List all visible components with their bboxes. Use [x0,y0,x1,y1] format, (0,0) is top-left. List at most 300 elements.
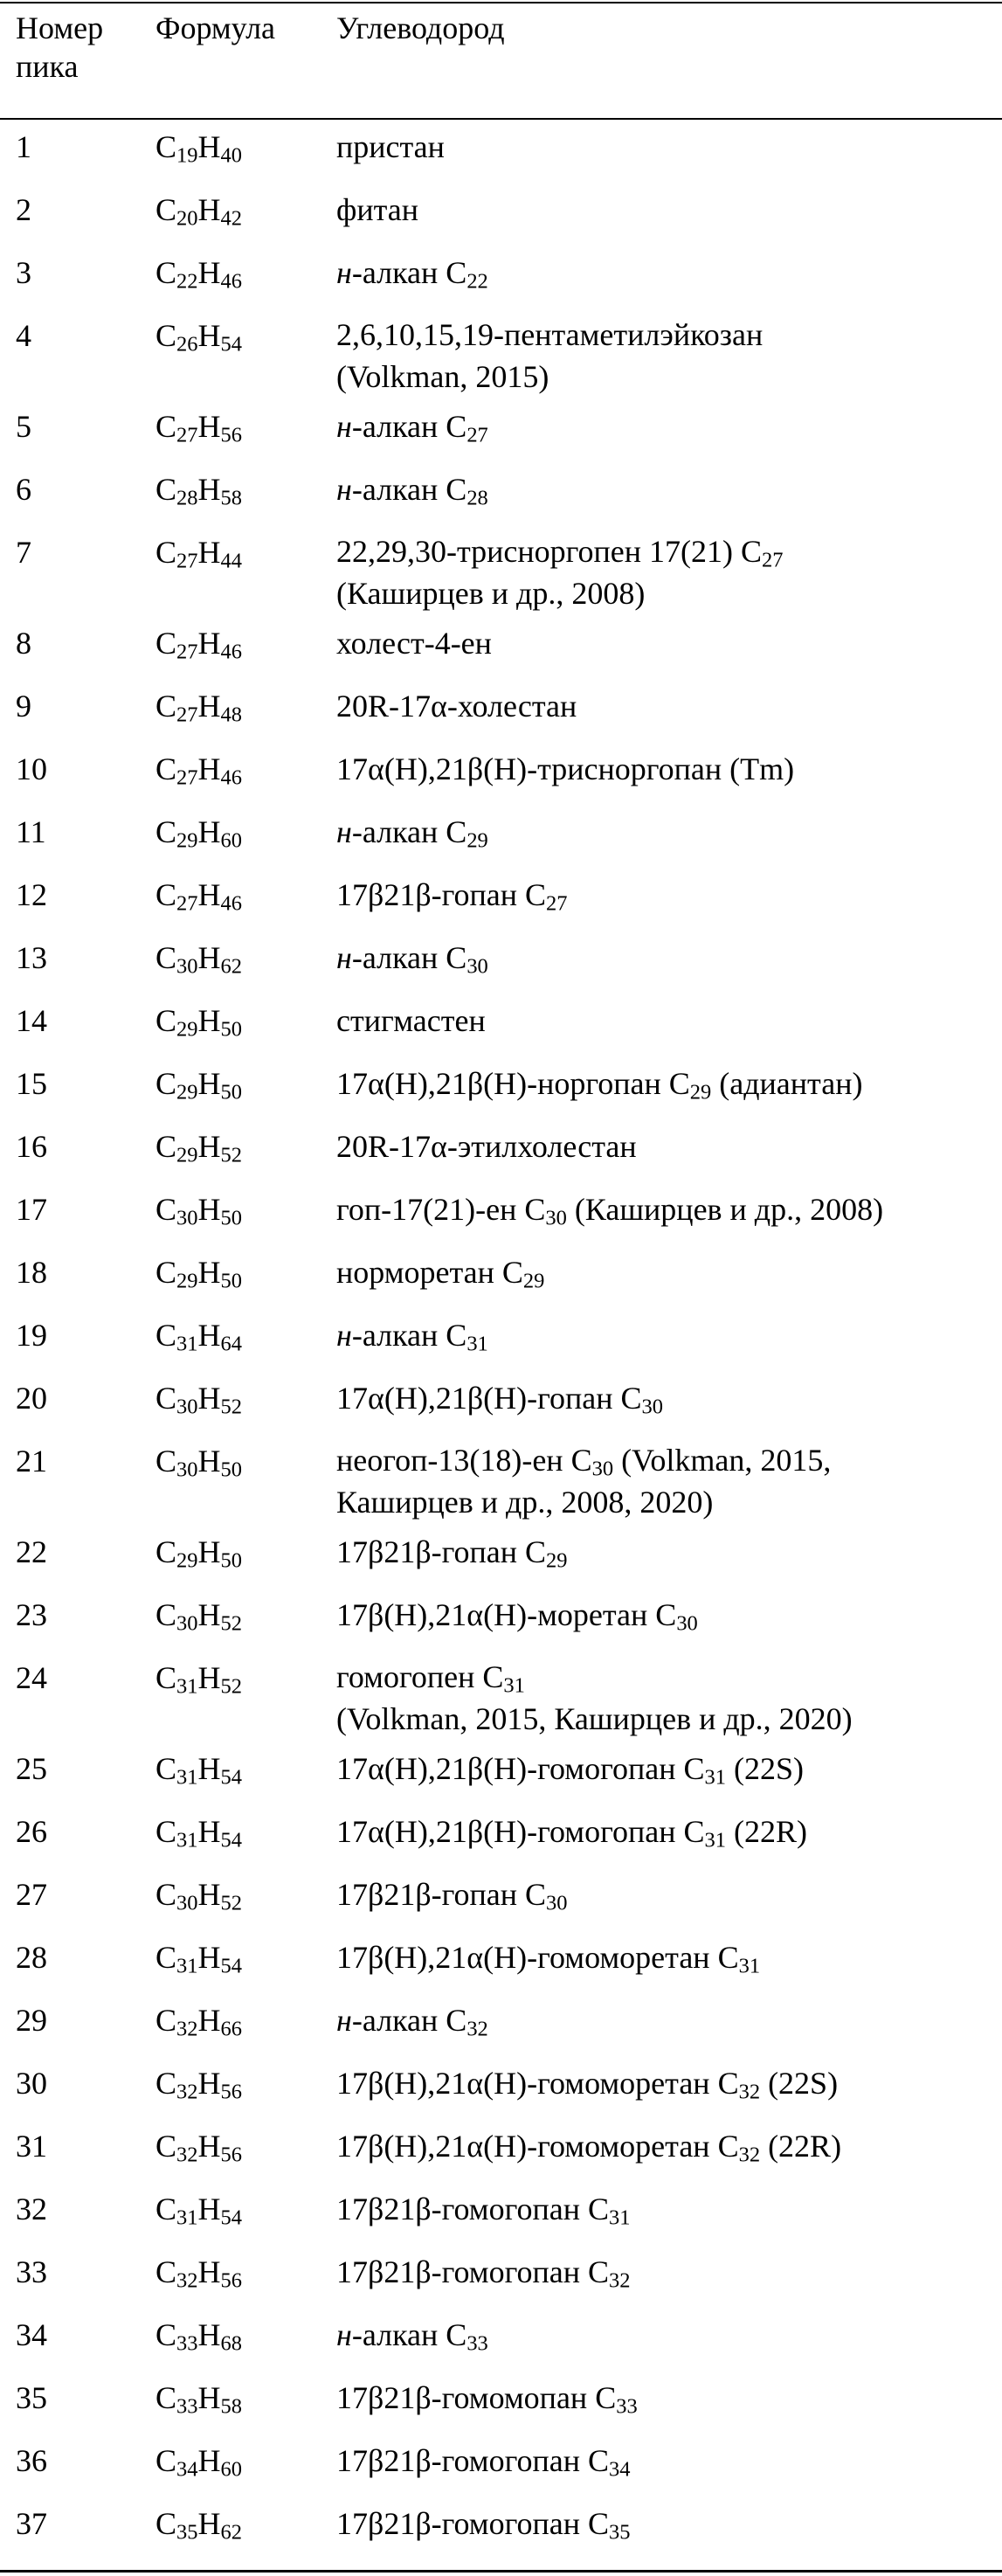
element-count: 54 [220,1765,242,1790]
element-count: 46 [220,765,242,790]
element-symbol: C [155,2192,177,2226]
element-count: 27 [176,423,198,447]
name-text: 17β21β-гопан C [336,1877,547,1912]
formula-cell [155,1250,242,1294]
element-symbol: H [197,2192,221,2226]
formula-cell [155,251,242,294]
name-text: (22R) [760,2129,842,2164]
element-symbol: H [197,1255,221,1290]
formula-cell [155,125,242,169]
carbon-count: 29 [522,1269,545,1293]
element-count: 33 [176,2394,198,2419]
element-symbol: H [197,1066,221,1101]
element-count: 31 [176,1828,198,1852]
element-count: 28 [176,486,198,510]
carbon-count: 35 [608,2520,631,2545]
element-symbol: H [197,2380,221,2415]
element-count: 62 [220,954,242,979]
formula-cell [155,1656,242,1700]
name-text: Каширцев и др., 2008, 2020) [336,1485,714,1520]
element-symbol: C [155,2317,177,2352]
element-symbol: C [155,751,177,786]
hydrocarbon-name-cell [336,125,987,169]
peak-number-cell: 22 [16,1534,47,1569]
normal-prefix: н [336,2317,352,2352]
carbon-count: 31 [503,1673,525,1698]
element-count: 27 [176,891,198,916]
element-count: 30 [176,1206,198,1230]
formula-cell [155,1935,242,1979]
formula-cell [155,1747,242,1790]
element-symbol: H [197,1129,221,1164]
element-symbol: H [197,409,221,444]
carbon-count: 29 [546,1548,568,1573]
element-count: 54 [220,332,242,357]
element-symbol: C [155,129,177,164]
element-symbol: C [155,814,177,849]
element-symbol: H [197,1751,221,1786]
carbon-count: 27 [546,891,568,916]
element-symbol: C [155,2129,177,2164]
name-text: 17β(H),21α(H)-гомоморетан C [336,1940,739,1975]
hydrocarbon-name-cell [336,1810,987,1853]
element-symbol: H [197,1381,221,1416]
normal-prefix: н [336,255,352,290]
hydrocarbon-name-cell [336,1439,987,1523]
peak-number-cell: 27 [16,1877,47,1912]
peak-number-cell: 25 [16,1751,47,1786]
name-text: гоп-17(21)-ен C [336,1192,546,1227]
name-text: 17α(H),21β(H)-норгопан C [336,1066,690,1101]
element-symbol: C [155,1129,177,1164]
element-count: 56 [220,423,242,447]
carbon-count: 31 [608,2206,631,2230]
element-symbol: H [197,2003,221,2038]
element-count: 27 [176,640,198,664]
name-text: (22S) [760,2066,839,2101]
formula-cell [155,188,242,232]
hydrocarbon-name-cell [336,1593,987,1637]
element-count: 66 [220,2017,242,2041]
carbon-count: 22 [466,269,488,294]
name-text: фитан [336,192,419,227]
header-peak-number: Номер пика [16,10,104,84]
element-symbol: H [197,1318,221,1353]
name-text: 17α(H),21β(H)-гомогопан C [336,1814,705,1849]
carbon-count: 34 [608,2457,631,2482]
name-text: -алкан C [351,940,467,975]
element-count: 29 [176,1017,198,1042]
peak-number-cell: 18 [16,1255,47,1290]
formula-cell [155,2187,242,2231]
element-count: 64 [220,1332,242,1356]
name-text: гомогопен C [336,1659,504,1694]
element-count: 60 [220,828,242,853]
peak-number-cell: 14 [16,1003,47,1038]
peak-number-cell: 36 [16,2443,47,2478]
element-symbol: C [155,1814,177,1849]
element-count: 58 [220,486,242,510]
hydrocarbon-name-cell [336,999,987,1042]
element-count: 20 [176,206,198,231]
peak-number-cell: 37 [16,2506,47,2541]
element-symbol: C [155,2380,177,2415]
carbon-count: 31 [704,1765,726,1790]
element-symbol: H [197,2506,221,2541]
formula-cell [155,1530,242,1574]
name-text: 17α(H),21β(H)-гопан C [336,1381,642,1416]
peak-number-cell: 19 [16,1318,47,1353]
hydrocarbon-name-cell [336,810,987,854]
name-text: 17β21β-гопан C [336,1534,547,1569]
formula-cell [155,405,242,448]
element-symbol: H [197,1003,221,1038]
element-count: 30 [176,954,198,979]
carbon-count: 27 [466,423,488,447]
formula-cell [155,1125,242,1168]
normal-prefix: н [336,940,352,975]
element-count: 50 [220,1206,242,1230]
formula-cell [155,2061,242,2105]
element-count: 44 [220,549,242,573]
formula-cell [155,1062,242,1105]
element-symbol: H [197,1877,221,1912]
element-symbol: H [197,2317,221,2352]
hydrocarbon-name-cell [336,2439,987,2483]
carbon-count: 30 [545,1206,567,1230]
formula-cell [155,999,242,1042]
hydrocarbon-name-cell [336,2313,987,2357]
normal-prefix: н [336,409,352,444]
carbon-count: 30 [676,1611,698,1636]
element-count: 62 [220,2520,242,2545]
carbon-count: 32 [608,2268,631,2293]
element-count: 50 [220,1017,242,1042]
name-text: 20R-17α-этилхолестан [336,1129,637,1164]
name-text: 17β21β-гомомопан C [336,2380,617,2415]
element-symbol: C [155,1940,177,1975]
peak-number-cell: 5 [16,409,31,444]
element-symbol: H [197,2066,221,2101]
hydrocarbon-name-cell [336,251,987,294]
peak-number-cell: 20 [16,1381,47,1416]
element-symbol: C [155,1381,177,1416]
carbon-count: 29 [689,1080,712,1104]
name-text: 17α(H),21β(H)-трисноргопан (Tm) [336,751,795,786]
peak-number-cell: 11 [16,814,46,849]
name-text: 17β21β-гомогопан C [336,2506,609,2541]
peak-number-cell: 30 [16,2066,47,2101]
hydrocarbon-name-cell [336,530,987,614]
formula-cell [155,2124,242,2168]
name-text: 17β21β-гомогопан C [336,2254,609,2289]
formula-cell [155,467,242,511]
element-symbol: H [197,129,221,164]
element-count: 50 [220,1548,242,1573]
element-symbol: C [155,626,177,661]
name-text: -алкан C [351,1318,467,1353]
name-text: 22,29,30-трисноргопен 17(21) C [336,534,763,569]
formula-cell [155,1376,242,1420]
carbon-count: 29 [466,828,488,853]
formula-cell [155,810,242,854]
hydrocarbon-name-cell [336,2124,987,2168]
carbon-count: 31 [738,1954,761,1978]
element-count: 32 [176,2080,198,2104]
hydrocarbon-name-cell [336,1376,987,1420]
peak-number-cell: 2 [16,192,31,227]
element-count: 33 [176,2331,198,2356]
name-text: -алкан C [351,409,467,444]
element-symbol: C [155,1660,177,1695]
peak-number-cell: 24 [16,1660,47,1695]
element-symbol: C [155,409,177,444]
hydrocarbon-name-cell [336,188,987,232]
peak-number-cell: 8 [16,626,31,661]
element-symbol: H [197,318,221,353]
element-symbol: C [155,689,177,724]
hydrocarbon-name-cell [336,467,987,511]
element-count: 42 [220,206,242,231]
element-count: 50 [220,1269,242,1293]
element-count: 29 [176,1548,198,1573]
element-count: 19 [176,143,198,168]
hydrocarbon-name-cell [336,873,987,917]
element-symbol: H [197,535,221,570]
element-symbol: H [197,814,221,849]
element-count: 30 [176,1611,198,1636]
name-text: 17β21β-гопан C [336,877,547,912]
name-text: -алкан C [351,255,467,290]
hydrocarbon-name-cell [336,1313,987,1357]
element-symbol: H [197,255,221,290]
peak-number-cell: 9 [16,689,31,724]
peak-number-cell: 33 [16,2254,47,2289]
element-count: 54 [220,2206,242,2230]
carbon-count: 32 [466,2017,488,2041]
name-text: пристан [336,129,445,164]
element-symbol: C [155,318,177,353]
name-text: (Каширцев и др., 2008) [566,1192,884,1227]
name-text: 17β(H),21α(H)-гомоморетан C [336,2129,739,2164]
formula-cell [155,1998,242,2042]
carbon-count: 30 [591,1457,614,1481]
element-count: 46 [220,891,242,916]
formula-cell [155,936,242,980]
carbon-count: 33 [616,2394,638,2419]
carbon-count: 30 [641,1395,663,1419]
table-top-rule [0,2,1002,3]
peak-number-cell: 21 [16,1444,47,1478]
element-symbol: H [197,472,221,507]
element-symbol: H [197,1534,221,1569]
element-symbol: H [197,2129,221,2164]
element-symbol: C [155,472,177,507]
element-symbol: C [155,1255,177,1290]
peak-number-cell: 26 [16,1814,47,1849]
name-text: неогоп-13(18)-ен C [336,1443,592,1478]
element-symbol: C [155,2254,177,2289]
formula-cell [155,2376,242,2420]
element-count: 26 [176,332,198,357]
carbon-count: 30 [466,954,488,979]
element-count: 32 [176,2268,198,2293]
name-text: (22S) [725,1751,804,1786]
element-count: 52 [220,1891,242,1915]
name-text: -алкан C [351,2317,467,2352]
formula-cell [155,530,242,574]
element-count: 56 [220,2268,242,2293]
hydrocarbon-name-cell [336,314,987,398]
element-count: 31 [176,1332,198,1356]
peak-number-cell: 1 [16,129,31,164]
element-symbol: H [197,626,221,661]
element-symbol: H [197,2254,221,2289]
hydrocarbon-name-cell [336,1250,987,1294]
element-count: 34 [176,2457,198,2482]
element-symbol: H [197,940,221,975]
hydrocarbon-name-cell [336,2502,987,2545]
formula-cell [155,2502,242,2545]
formula-cell [155,873,242,917]
peak-number-cell: 13 [16,940,47,975]
header-hydrocarbon: Углеводород [336,10,505,45]
element-count: 58 [220,2394,242,2419]
element-symbol: C [155,1751,177,1786]
element-symbol: C [155,255,177,290]
name-text: холест-4-ен [336,626,492,661]
hydrocarbon-name-cell [336,2187,987,2231]
element-count: 31 [176,2206,198,2230]
peak-number-cell: 15 [16,1066,47,1101]
element-count: 27 [176,703,198,727]
element-symbol: H [197,2443,221,2478]
peak-number-cell: 6 [16,472,31,507]
element-count: 40 [220,143,242,168]
hydrocarbon-name-cell [336,405,987,448]
element-symbol: H [197,1597,221,1632]
name-text: (Volkman, 2015, Каширцев и др., 2020) [336,1701,853,1736]
normal-prefix: н [336,472,352,507]
element-count: 52 [220,1395,242,1419]
hydrocarbon-name-cell [336,1656,987,1740]
element-symbol: C [155,2066,177,2101]
name-text: стигмастен [336,1003,486,1038]
element-symbol: C [155,940,177,975]
carbon-count: 28 [466,486,488,510]
element-symbol: C [155,877,177,912]
name-text: 17β(H),21α(H)-моретан C [336,1597,677,1632]
element-symbol: C [155,1597,177,1632]
element-symbol: H [197,1814,221,1849]
element-count: 27 [176,765,198,790]
element-count: 50 [220,1080,242,1104]
carbon-count: 31 [466,1332,488,1356]
element-count: 46 [220,269,242,294]
element-count: 52 [220,1611,242,1636]
peak-number-cell: 29 [16,2003,47,2038]
element-count: 32 [176,2017,198,2041]
peak-number-cell: 28 [16,1940,47,1975]
hydrocarbon-name-cell [336,2376,987,2420]
peak-number-cell: 32 [16,2192,47,2226]
hydrocarbon-name-cell [336,1062,987,1105]
carbon-count: 32 [738,2080,761,2104]
formula-cell [155,1593,242,1637]
element-symbol: H [197,1192,221,1227]
name-text: (Каширцев и др., 2008) [336,576,646,611]
hydrocarbon-name-cell [336,1998,987,2042]
element-symbol: C [155,1534,177,1569]
formula-cell [155,1439,242,1483]
element-symbol: H [197,1660,221,1695]
peak-number-cell: 4 [16,318,31,353]
name-text: (22R) [725,1814,807,1849]
formula-cell [155,2439,242,2483]
element-symbol: H [197,1940,221,1975]
peak-number-cell: 12 [16,877,47,912]
element-symbol: C [155,2003,177,2038]
element-count: 29 [176,1143,198,1167]
formula-cell [155,621,242,665]
formula-cell [155,2250,242,2294]
formula-cell [155,1313,242,1357]
peak-number-cell: 34 [16,2317,47,2352]
carbon-count: 33 [466,2331,488,2356]
hydrocarbon-name-cell [336,1747,987,1790]
element-count: 32 [176,2143,198,2167]
name-text: (Volkman, 2015, [613,1443,832,1478]
name-text: 17α(H),21β(H)-гомогопан C [336,1751,705,1786]
hydrocarbon-name-cell [336,684,987,728]
normal-prefix: н [336,814,352,849]
name-text: 20R-17α-холестан [336,689,577,724]
table-header-rule [0,118,1002,120]
element-count: 30 [176,1458,198,1482]
element-count: 56 [220,2080,242,2104]
element-symbol: C [155,192,177,227]
element-count: 29 [176,1080,198,1104]
element-symbol: C [155,535,177,570]
element-symbol: H [197,877,221,912]
normal-prefix: н [336,2003,352,2038]
element-count: 30 [176,1891,198,1915]
element-count: 54 [220,1828,242,1852]
element-symbol: C [155,1877,177,1912]
element-count: 22 [176,269,198,294]
peak-number-cell: 3 [16,255,31,290]
hydrocarbon-name-cell [336,1188,987,1231]
formula-cell [155,314,242,357]
peak-number-cell: 31 [16,2129,47,2164]
name-text: 2,6,10,15,19-пентаметилэйкозан [336,317,764,352]
element-symbol: C [155,2443,177,2478]
name-text: -алкан C [351,472,467,507]
element-count: 50 [220,1458,242,1482]
hydrocarbon-name-cell [336,2061,987,2105]
name-text: (Volkman, 2015) [336,359,549,394]
carbon-count: 32 [738,2143,761,2167]
element-symbol: C [155,1318,177,1353]
element-count: 29 [176,828,198,853]
hydrocarbon-name-cell [336,747,987,791]
peak-number-cell: 7 [16,535,31,570]
carbon-count: 31 [704,1828,726,1852]
hydrocarbon-name-cell [336,1873,987,1916]
element-count: 54 [220,1954,242,1978]
element-count: 52 [220,1674,242,1699]
element-symbol: C [155,1066,177,1101]
